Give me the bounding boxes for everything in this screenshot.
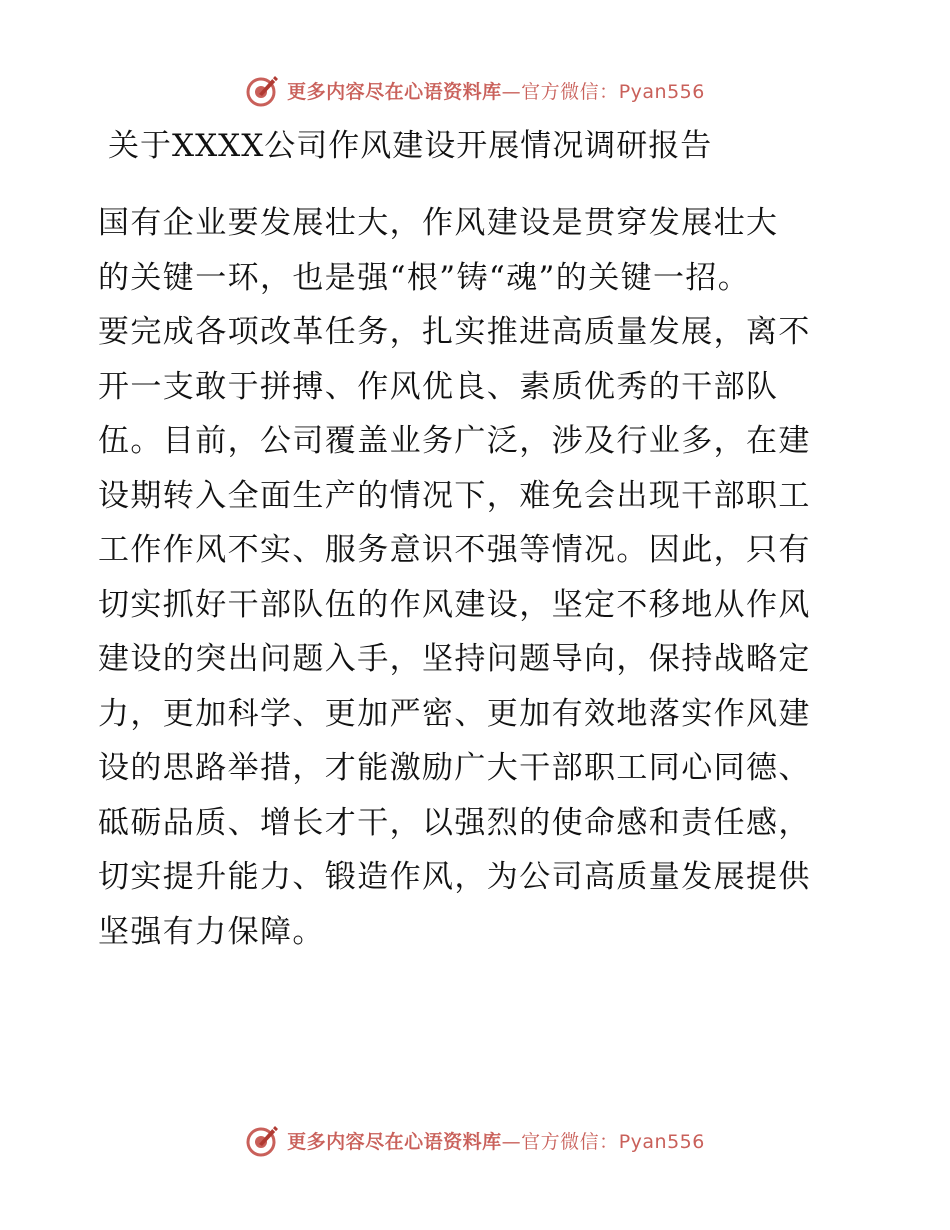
watermark-text (287, 77, 705, 104)
document-body (98, 196, 858, 959)
body-line: 力，更加科学、更加严密、更加有效地落实作风建 (98, 695, 811, 732)
watermark-secondary: 官方微信： (521, 80, 619, 103)
watermark-dash: — (501, 80, 522, 103)
watermark-text (287, 1127, 705, 1154)
body-line: 坚强有力保障。 (98, 913, 325, 950)
body-line: 设的思路举措，才能激励广大干部职工同心同德、 (98, 750, 811, 786)
body-line: 开一支敢于拼搏、作风优良、素质优秀的干部队 (98, 368, 779, 405)
watermark-id: Pyan556 (618, 1130, 705, 1153)
watermark-secondary: 官方微信： (521, 1130, 619, 1153)
body-line: 的关键一环，也是强“根”铸“魂”的关键一招。 (98, 259, 751, 296)
watermark-primary: 更多内容尽在心语资料库 (287, 1130, 502, 1153)
body-line: 切实提升能力、锻造作风，为公司高质量发展提供 (98, 859, 811, 895)
watermark-id: Pyan556 (618, 80, 705, 103)
body-line: 要完成各项改革任务，扎实推进高质量发展，离不 (98, 314, 811, 350)
watermark-primary: 更多内容尽在心语资料库 (287, 80, 502, 103)
watermark-header (0, 70, 950, 110)
body-line: 切实抓好干部队伍的作风建设，坚定不移地从作风 (98, 586, 811, 623)
document-title: 关于XXXX公司作风建设开展情况调研报告 (108, 128, 713, 164)
body-line: 工作作风不实、服务意识不强等情况。因此，只有 (98, 532, 811, 568)
body-line: 设期转入全面生产的情况下，难免会出现干部职工 (98, 477, 811, 514)
body-line: 砥砺品质、增长才干，以强烈的使命感和责任感， (98, 804, 811, 841)
watermark-dash: — (501, 1130, 522, 1153)
body-line: 国有企业要发展壮大，作风建设是贯穿发展壮大 (98, 205, 779, 241)
body-line: 建设的突出问题入手，坚持问题导向，保持战略定 (98, 641, 811, 677)
watermark-footer (0, 1120, 950, 1160)
body-line: 伍。目前，公司覆盖业务广泛，涉及行业多，在建 (98, 423, 811, 459)
quill-logo-icon (245, 72, 281, 108)
quill-logo-icon (245, 1122, 281, 1158)
